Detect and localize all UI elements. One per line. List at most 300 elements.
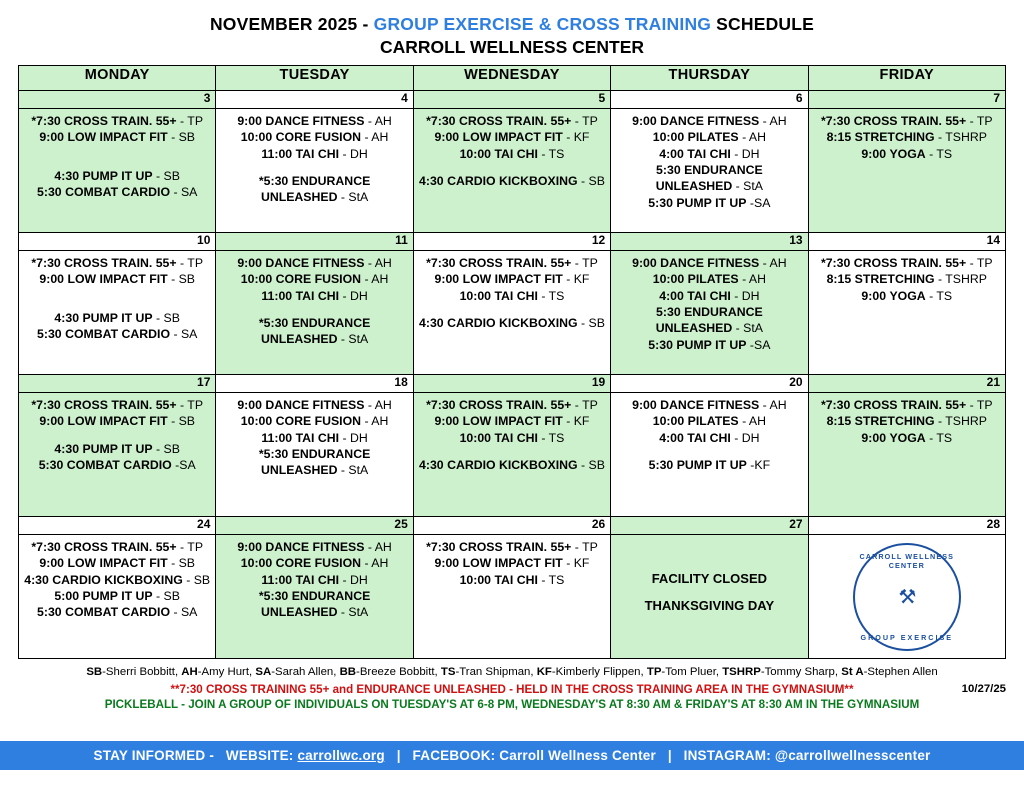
class-name: ENDURANCE xyxy=(684,163,763,178)
event-spacer xyxy=(219,162,409,173)
class-entry xyxy=(417,555,607,571)
class-entry xyxy=(22,441,212,457)
instructor-name: -Sherri Bobbitt, xyxy=(102,666,179,678)
instructor-name: -Kimberly Flippen, xyxy=(551,666,644,678)
class-instructor: - SA xyxy=(173,327,198,342)
class-entry xyxy=(812,146,1002,162)
instructor-code: TP xyxy=(646,666,662,678)
class-name: TAI CHI xyxy=(687,430,731,445)
class-name: ENDURANCE xyxy=(291,316,371,331)
class-instructor: - AH xyxy=(742,272,766,287)
class-entry xyxy=(22,397,212,413)
class-time: 10:00 xyxy=(459,430,492,445)
class-name: TAI CHI xyxy=(295,146,340,161)
revision-date: 10/27/25 xyxy=(961,683,1006,696)
instructor-name: -Tom Pluer, xyxy=(661,666,720,678)
class-name: DANCE FITNESS xyxy=(265,398,365,412)
class-time: 11:00 xyxy=(261,430,293,445)
class-name: COMBAT CARDIO xyxy=(65,185,171,200)
instructor-code: KF xyxy=(536,666,552,678)
date-number: 24 xyxy=(19,517,216,535)
class-time: 5:30 xyxy=(37,327,62,342)
day-cell xyxy=(216,393,413,517)
class-name: PUMP IT UP xyxy=(82,310,153,325)
class-entry xyxy=(812,413,1002,429)
class-name: CORE FUSION xyxy=(275,130,362,145)
class-instructor: - SB xyxy=(156,168,180,183)
class-time: *5:30 xyxy=(258,589,289,604)
class-name: LOW IMPACT FIT xyxy=(462,556,563,571)
class-instructor: - SB xyxy=(171,272,195,287)
class-entry xyxy=(22,168,212,184)
date-number: 27 xyxy=(611,517,808,535)
class-entry xyxy=(614,304,804,320)
class-time: *7:30 xyxy=(426,540,456,554)
class-entry xyxy=(614,129,804,145)
class-instructor: - AH xyxy=(742,130,766,145)
class-entry xyxy=(22,588,212,604)
class-entry xyxy=(614,430,804,446)
closed-line-1: FACILITY CLOSED xyxy=(651,571,768,586)
date-number: 19 xyxy=(413,375,610,393)
class-instructor: - AH xyxy=(364,130,389,145)
class-name: CROSS TRAIN. 55+ xyxy=(458,398,572,412)
class-entry xyxy=(22,271,212,287)
day-cell xyxy=(413,393,610,517)
class-instructor: - TSHRP xyxy=(938,414,987,429)
class-instructor: - StA xyxy=(340,463,369,478)
day-header-friday: FRIDAY xyxy=(808,66,1005,91)
day-header-wednesday: WEDNESDAY xyxy=(413,66,610,91)
class-entry xyxy=(22,129,212,145)
class-time: 10:00 xyxy=(652,414,685,429)
facility-closed-notice xyxy=(614,539,804,620)
class-entry xyxy=(417,413,607,429)
class-instructor: - TS xyxy=(541,288,565,303)
class-name: LOW IMPACT FIT xyxy=(67,414,168,429)
class-instructor: - AH xyxy=(367,114,392,128)
class-time: 11:00 xyxy=(261,146,293,161)
instructor-code: TSHRP xyxy=(722,666,761,678)
class-instructor: - TS xyxy=(541,430,565,445)
class-instructor: -SA xyxy=(175,458,196,473)
class-entry xyxy=(812,397,1002,413)
class-instructor: - SB xyxy=(156,589,180,604)
class-name: CROSS TRAIN. 55+ xyxy=(64,256,177,270)
instructor-code: AH xyxy=(181,666,198,678)
day-header-monday: MONDAY xyxy=(19,66,216,91)
class-time: 9:00 xyxy=(237,540,262,554)
logo-top-text: CARROLL WELLNESS CENTER xyxy=(859,552,955,570)
class-name: PUMP IT UP xyxy=(676,195,747,210)
class-entry xyxy=(614,113,804,129)
class-name: CARDIO KICKBOXING xyxy=(447,174,578,189)
date-number: 12 xyxy=(413,233,610,251)
class-entry xyxy=(22,255,212,271)
class-time: 4:30 xyxy=(419,174,444,189)
class-time: *7:30 xyxy=(820,256,851,270)
class-instructor: - SB xyxy=(156,310,180,325)
class-name: TAI CHI xyxy=(494,430,538,445)
class-entry xyxy=(812,255,1002,271)
class-time: 9:00 xyxy=(39,556,65,571)
class-instructor: - TP xyxy=(180,540,204,554)
class-entry xyxy=(812,288,1002,304)
calendar-week-row xyxy=(19,393,1006,517)
footer-bar xyxy=(0,741,1024,770)
date-number: 4 xyxy=(216,91,413,109)
class-name: LOW IMPACT FIT xyxy=(67,272,168,287)
instructor-name: -Sarah Allen, xyxy=(271,666,337,678)
class-entry xyxy=(219,604,409,620)
class-time: 4:30 xyxy=(54,168,80,183)
class-name: CROSS TRAIN. 55+ xyxy=(458,256,572,270)
class-instructor: - TP xyxy=(180,114,204,128)
class-entry xyxy=(22,604,212,620)
class-time: 10:00 xyxy=(652,130,685,145)
day-cell xyxy=(19,109,216,233)
class-name: DANCE FITNESS xyxy=(265,256,365,270)
class-entry xyxy=(614,271,804,287)
class-name: UNLEASHED xyxy=(260,332,338,347)
date-number: 17 xyxy=(19,375,216,393)
class-name: LOW IMPACT FIT xyxy=(67,556,168,571)
date-number: 18 xyxy=(216,375,413,393)
class-time: 10:00 xyxy=(240,272,273,287)
date-number: 20 xyxy=(611,375,808,393)
class-instructor: - TP xyxy=(180,398,204,412)
class-time: 9:00 xyxy=(632,398,657,412)
day-cell xyxy=(808,109,1005,233)
class-name: UNLEASHED xyxy=(260,190,338,205)
event-spacer xyxy=(614,446,804,457)
instructor-name: -Tran Shipman, xyxy=(455,666,534,678)
class-name: PUMP IT UP xyxy=(82,168,153,183)
class-name: CROSS TRAIN. 55+ xyxy=(458,114,572,128)
stay-informed-label: STAY INFORMED - xyxy=(93,748,215,763)
class-time: *7:30 xyxy=(820,114,851,128)
class-name: STRETCHING xyxy=(854,272,935,287)
class-instructor: - KF xyxy=(566,414,590,429)
class-instructor: - StA xyxy=(340,332,369,347)
website-link[interactable]: carrollwc.org xyxy=(297,748,385,763)
class-instructor: - TP xyxy=(574,114,598,128)
class-name: PILATES xyxy=(687,130,739,145)
class-name: DANCE FITNESS xyxy=(265,114,365,128)
date-number: 26 xyxy=(413,517,610,535)
class-name: PILATES xyxy=(687,272,739,287)
class-instructor: - TS xyxy=(929,430,953,445)
title-accent-part: GROUP EXERCISE & CROSS TRAINING xyxy=(373,14,712,34)
instructor-code: SA xyxy=(255,666,272,678)
cross-training-note xyxy=(18,683,1006,696)
class-instructor: - SB xyxy=(581,316,605,331)
event-spacer xyxy=(22,157,212,168)
class-time: 9:00 xyxy=(861,430,887,445)
class-time: 9:00 xyxy=(39,272,65,287)
class-instructor: - KF xyxy=(566,130,590,145)
calendar-week-row xyxy=(19,535,1006,659)
date-number: 6 xyxy=(611,91,808,109)
class-time: *5:30 xyxy=(258,447,289,462)
class-time: 4:00 xyxy=(659,146,684,161)
class-name: DANCE FITNESS xyxy=(660,398,760,412)
class-instructor: - SB xyxy=(156,441,180,456)
event-spacer xyxy=(417,162,607,173)
dumbbell-icon: ⚒ xyxy=(898,586,916,609)
class-entry xyxy=(219,413,409,429)
class-entry xyxy=(614,337,804,353)
class-time: 5:30 xyxy=(37,185,62,200)
class-name: YOGA xyxy=(889,146,926,161)
calendar-date-row xyxy=(19,233,1006,251)
class-time: 8:15 xyxy=(826,130,852,145)
class-instructor: - AH xyxy=(742,414,766,429)
class-time: 9:00 xyxy=(39,414,65,429)
instructor-name: -Amy Hurt, xyxy=(197,666,253,678)
class-time: *7:30 xyxy=(31,398,61,412)
class-entry xyxy=(219,462,409,478)
class-time: 4:30 xyxy=(24,572,49,587)
class-entry xyxy=(22,113,212,129)
title-suffix-part: SCHEDULE xyxy=(711,14,815,34)
class-name: CROSS TRAIN. 55+ xyxy=(458,540,572,554)
title-line-1 xyxy=(18,14,1006,35)
class-instructor: - AH xyxy=(762,114,787,128)
class-entry xyxy=(219,315,409,331)
instructor-name: -Tommy Sharp, xyxy=(760,666,839,678)
day-cell xyxy=(611,109,808,233)
class-time: 4:00 xyxy=(659,430,684,445)
class-name: TAI CHI xyxy=(687,288,731,303)
class-time: 10:00 xyxy=(459,288,492,303)
class-entry xyxy=(219,331,409,347)
class-time: 8:15 xyxy=(826,414,852,429)
class-instructor: - SB xyxy=(171,556,195,571)
class-entry xyxy=(417,430,607,446)
class-entry xyxy=(614,413,804,429)
event-spacer xyxy=(22,146,212,157)
event-spacer xyxy=(22,299,212,310)
class-entry xyxy=(417,397,607,413)
calendar-table xyxy=(18,65,1006,659)
class-entry xyxy=(219,113,409,129)
class-name: TAI CHI xyxy=(494,288,538,303)
day-cell xyxy=(808,535,1005,659)
class-instructor: - TS xyxy=(541,572,565,587)
class-name: STRETCHING xyxy=(854,414,935,429)
facebook-link[interactable]: FACEBOOK: Carroll Wellness Center xyxy=(412,748,656,763)
class-entry xyxy=(417,173,607,189)
class-entry xyxy=(22,184,212,200)
class-name: CORE FUSION xyxy=(275,414,362,429)
class-instructor: - SB xyxy=(581,458,605,473)
class-time: 5:30 xyxy=(648,458,674,473)
event-spacer xyxy=(219,304,409,315)
class-entry xyxy=(219,446,409,462)
class-entry xyxy=(219,173,409,189)
class-entry xyxy=(219,189,409,205)
class-time: 5:30 xyxy=(648,195,673,210)
class-instructor: - AH xyxy=(367,398,392,412)
class-instructor: - KF xyxy=(566,556,590,571)
class-name: UNLEASHED xyxy=(655,321,733,336)
class-name: STRETCHING xyxy=(854,130,935,145)
class-time: 5:30 xyxy=(37,605,62,620)
class-time: 9:00 xyxy=(39,130,65,145)
class-time: 9:00 xyxy=(237,398,262,412)
class-instructor: - AH xyxy=(367,256,392,270)
class-instructor: - TP xyxy=(574,540,598,554)
class-entry xyxy=(22,413,212,429)
class-entry xyxy=(219,271,409,287)
class-instructor: - SB xyxy=(171,414,195,429)
event-spacer xyxy=(22,288,212,299)
class-entry xyxy=(417,146,607,162)
class-name: PILATES xyxy=(687,414,739,429)
class-entry xyxy=(614,178,804,194)
class-entry xyxy=(614,162,804,178)
class-name: YOGA xyxy=(889,288,926,303)
class-instructor: - DH xyxy=(342,288,368,303)
class-instructor: - KF xyxy=(566,272,590,287)
instructor-code: BB xyxy=(339,666,357,678)
instructor-code: SB xyxy=(86,666,103,678)
class-entry xyxy=(417,288,607,304)
class-instructor: - TP xyxy=(574,256,598,270)
class-entry xyxy=(22,555,212,571)
class-entry xyxy=(219,572,409,588)
class-instructor: - TP xyxy=(969,398,993,412)
class-entry xyxy=(614,146,804,162)
day-cell xyxy=(413,535,610,659)
class-time: 10:00 xyxy=(459,572,492,587)
class-entry xyxy=(219,129,409,145)
day-cell xyxy=(611,535,808,659)
class-time: *5:30 xyxy=(258,316,289,331)
date-number: 14 xyxy=(808,233,1005,251)
class-entry xyxy=(219,430,409,446)
instructor-name: -Breeze Bobbitt, xyxy=(356,666,438,678)
footer-separator-1: | xyxy=(396,748,401,763)
instagram-link[interactable]: INSTAGRAM: @carrollwellnesscenter xyxy=(683,748,931,763)
class-name: TAI CHI xyxy=(687,146,731,161)
class-instructor: - SB xyxy=(171,130,195,145)
class-time: 10:00 xyxy=(240,556,273,571)
class-instructor: - SB xyxy=(186,572,211,587)
class-time: 10:00 xyxy=(240,130,273,145)
class-instructor: - AH xyxy=(367,540,392,554)
class-instructor: - StA xyxy=(340,190,369,205)
class-name: CROSS TRAIN. 55+ xyxy=(853,256,967,270)
class-instructor: - StA xyxy=(735,321,764,336)
class-name: CARDIO KICKBOXING xyxy=(52,572,183,587)
class-time: 4:30 xyxy=(54,441,80,456)
class-time: 5:30 xyxy=(38,458,64,473)
calendar-date-row xyxy=(19,517,1006,535)
class-entry xyxy=(219,539,409,555)
class-instructor: - SA xyxy=(173,605,198,620)
class-time: 9:00 xyxy=(861,288,887,303)
class-entry xyxy=(219,555,409,571)
title-line-2: CARROLL WELLNESS CENTER xyxy=(379,37,645,57)
class-time: 11:00 xyxy=(261,572,293,587)
calendar-date-row xyxy=(19,91,1006,109)
class-name: LOW IMPACT FIT xyxy=(67,130,168,145)
class-instructor: - AH xyxy=(762,256,787,270)
class-name: CARDIO KICKBOXING xyxy=(447,458,578,473)
class-name: TAI CHI xyxy=(494,146,538,161)
class-entry xyxy=(812,430,1002,446)
date-number: 7 xyxy=(808,91,1005,109)
class-instructor: -KF xyxy=(750,458,771,473)
logo-bottom-text: GROUP EXERCISE xyxy=(860,633,954,642)
class-time: 9:00 xyxy=(237,114,262,128)
class-entry xyxy=(22,310,212,326)
day-cell xyxy=(216,251,413,375)
class-time: *7:30 xyxy=(426,114,456,128)
class-name: ENDURANCE xyxy=(684,305,763,320)
class-instructor: - SB xyxy=(581,174,605,189)
calendar-body xyxy=(19,91,1006,659)
pickleball-note: PICKLEBALL - JOIN A GROUP OF INDIVIDUALS ON TUESDAY'S AT 6-8 PM, WEDNESDAY'S AT 8:30 AM & FRIDAY'S AT 8:30 AM IN THE GYMNASIUM xyxy=(104,698,920,712)
class-name: CROSS TRAIN. 55+ xyxy=(853,398,967,412)
class-time: 9:00 xyxy=(861,146,887,161)
class-entry xyxy=(22,457,212,473)
class-time: 9:00 xyxy=(632,114,657,128)
cross-training-note-text: **7:30 CROSS TRAINING 55+ and ENDURANCE UNLEASHED - HELD IN THE CROSS TRAINING AREA IN THE GYMNASIUM** xyxy=(170,683,854,697)
class-entry xyxy=(417,572,607,588)
closed-line-2: THANKSGIVING DAY xyxy=(644,598,775,614)
day-cell xyxy=(413,251,610,375)
class-name: CROSS TRAIN. 55+ xyxy=(64,398,177,412)
class-entry xyxy=(614,195,804,211)
footer-separator-2: | xyxy=(667,748,672,763)
class-instructor: - AH xyxy=(762,398,787,412)
class-entry xyxy=(812,113,1002,129)
class-name: PUMP IT UP xyxy=(676,337,747,352)
class-name: CROSS TRAIN. 55+ xyxy=(64,114,177,128)
instructor-name: -Stephen Allen xyxy=(863,666,938,678)
class-instructor: - SA xyxy=(173,185,198,200)
class-instructor: - TSHRP xyxy=(938,130,987,145)
class-name: CARDIO KICKBOXING xyxy=(447,316,578,331)
class-time: 5:00 xyxy=(54,589,80,604)
calendar-week-row xyxy=(19,109,1006,233)
class-name: ENDURANCE xyxy=(291,447,371,462)
class-name: PUMP IT UP xyxy=(82,589,153,604)
class-entry xyxy=(614,397,804,413)
class-entry xyxy=(22,572,212,588)
class-entry xyxy=(614,320,804,336)
day-cell xyxy=(808,393,1005,517)
class-time: 5:30 xyxy=(656,163,681,178)
website-label: WEBSITE: xyxy=(225,748,294,763)
date-number: 21 xyxy=(808,375,1005,393)
class-time: 10:00 xyxy=(459,146,492,161)
class-instructor: - DH xyxy=(734,288,760,303)
class-instructor: - TS xyxy=(541,146,565,161)
class-instructor: - AH xyxy=(364,556,389,571)
class-name: COMBAT CARDIO xyxy=(66,458,172,473)
date-number: 13 xyxy=(611,233,808,251)
class-time: 4:00 xyxy=(659,288,684,303)
class-name: COMBAT CARDIO xyxy=(65,327,171,342)
class-instructor: - DH xyxy=(734,430,760,445)
class-name: TAI CHI xyxy=(295,572,340,587)
class-name: PUMP IT UP xyxy=(676,458,747,473)
class-instructor: - TSHRP xyxy=(938,272,987,287)
